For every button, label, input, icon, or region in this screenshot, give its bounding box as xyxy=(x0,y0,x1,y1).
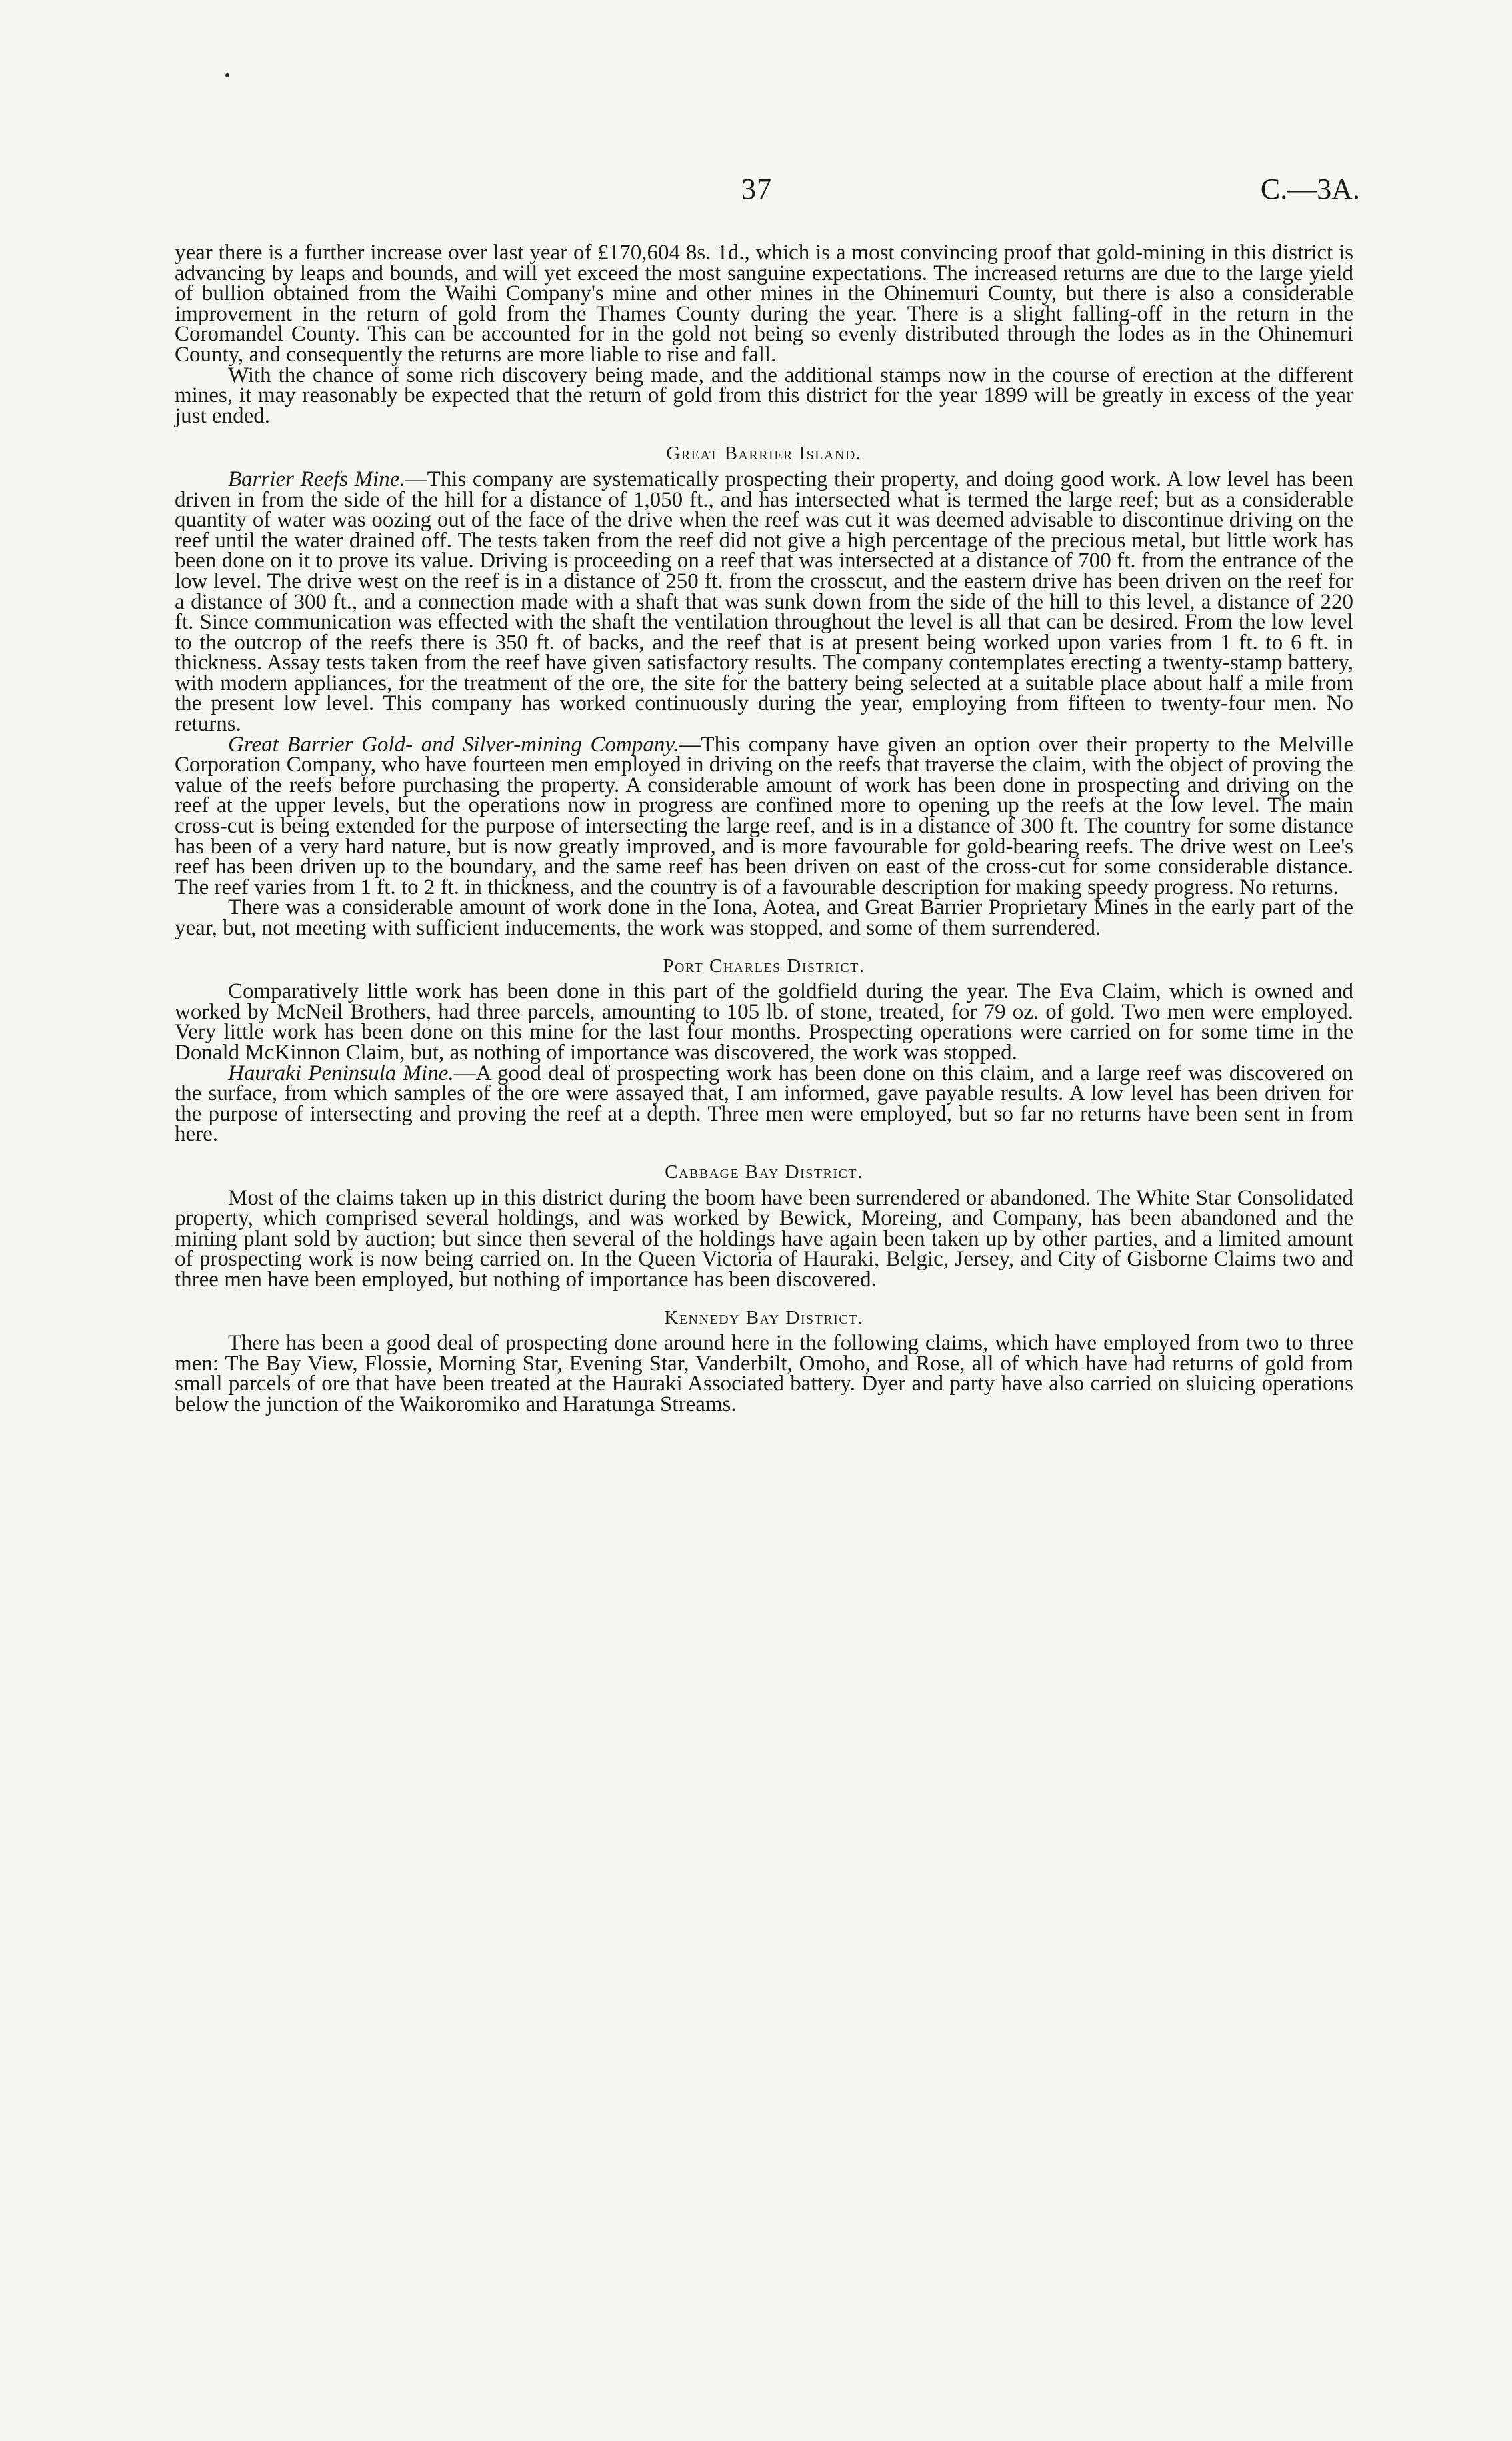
great-barrier-company-text: —This company have given an option over their property to the Melville Corporation Company, who have fourteen men employed in driving on the reefs that traverse the claim, with the object of proving the value of the reefs before purchasing the property. A considerable amount of work has been done in prospecting and driving on the reef at the upper levels, but the operations now in progress are confined more to opening up the reefs at the low level. The main cross-cut is being extended for the purpose of intersecting the large reef, and is in a distance of 300 ft. The country for some distance has been of a very hard nature, but is now greatly improved, and is more favourable for gold-bearing reefs. The drive west on Lee's reef has been driven up to the boundary, and the same reef has been driven on east of the cross-cut for some considerable distance. The reef varies from 1 ft. to 2 ft. in thickness, and the country is of a favourable description for making speedy progress. No returns. xyxy=(175,732,1353,899)
hauraki-peninsula-paragraph xyxy=(175,1063,1353,1145)
great-barrier-company-paragraph xyxy=(175,732,1353,899)
report-body xyxy=(175,243,1353,1414)
heading-cabbage-bay-district: Cabbage Bay District. xyxy=(665,1161,863,1183)
barrier-reefs-mine-paragraph xyxy=(175,469,1353,735)
page-number: 37 xyxy=(741,173,772,205)
cabbage-bay-paragraph: Most of the claims taken up in this district during the boom have been surrendered or abandoned. The White Star Consolidated property, which comprised several holdings, and was worked by Bewick, Moreing, and Company, has been abandoned and the mining plant sold by auction; but since then several of the holdings have again been taken up by other parties, and a limited amount of prospecting work is now being carried on. In the Queen Victoria of Hauraki, Belgic, Jersey, and City of Gisborne Claims two and three men have been employed, but nothing of importance has been discovered. xyxy=(175,1185,1353,1292)
heading-great-barrier-island: Great Barrier Island. xyxy=(666,443,862,465)
hauraki-peninsula-text: —A good deal of prospecting work has been done on this claim, and a large reef was discovered on the surface, from which samples of the ore were assayed that, I am informed, gave payable results. A low level has been driven for the purpose of intersecting and proving the reef at a depth. Three men were employed, but so far no returns have been sent in from here. xyxy=(175,1061,1354,1147)
heading-port-charles-district: Port Charles District. xyxy=(663,955,865,977)
barrier-reefs-mine-title: Barrier Reefs Mine. xyxy=(228,467,405,491)
barrier-reefs-mine-text: —This company are systematically prospecting their property, and doing good work. A low level has been driven in from the side of the hill for a distance of 1,050 ft., and has intersected what is termed the large reef; but as a considerable quantity of water was oozing out of the face of the drive when the reef was cut it was deemed advisable to discontinue driving on the reef until the water drained off. The tests taken from the reef did not give a high percentage of the precious metal, but little work has been done on it to prove its value. Driving is proceeding on a reef that was intersected at a distance of 700 ft. from the entrance of the low level. The drive west on the reef is in a distance of 250 ft. from the crosscut, and the eastern drive has been driven on the reef for a distance of 300 ft., and a connection made with a shaft that was sunk down from the side of the hill to this level, a distance of 220 ft. Since communication was effected with the shaft the ventilation throughout the level is all that can be desired. From the low level to the outcrop of the reefs there is 350 ft. of backs, and the reef that is at present being worked upon varies from 1 ft. to 6 ft. in thickness. Assay tests taken from the reef have given satisfactory results. The company contemplates erecting a twenty-stamp battery, with modern appliances, for the treatment of the ore, the site for the battery being selected at a suitable place about half a mile from the present low level. This company has worked continuously during the year, employing from fifteen to twenty-four men. No returns. xyxy=(175,467,1353,737)
hauraki-peninsula-title: Hauraki Peninsula Mine. xyxy=(228,1061,454,1085)
port-charles-paragraph-1: Comparatively little work has been done in this part of the goldfield during the year. The Eva Claim, which is owned and worked by McNeil Brothers, had three parcels, amounting to 105 lb. of stone, treated, for 79 oz. of gold. Two men were employed. Very little work has been done on this mine for the last four months. Prospecting operations were carried on for some time in the Donald McKinnon Claim, but, as nothing of importance was discovered, the work was stopped. xyxy=(175,979,1353,1065)
intro-paragraph-2: With the chance of some rich discovery being made, and the additional stamps now in the course of erection at the different mines, it may reasonably be expected that the return of gold from this district for the year 1899 will be greatly in excess of the year just ended. xyxy=(175,363,1353,428)
report-reference: C.—3A. xyxy=(1260,173,1360,205)
great-barrier-paragraph-3: There was a considerable amount of work done in the Iona, Aotea, and Great Barrier Proprietary Mines in the early part of the year, but, not meeting with sufficient inducements, the work was stopped, and some of them surrendered. xyxy=(175,895,1353,940)
kennedy-bay-paragraph: There has been a good deal of prospecting done around here in the following claims, which have employed from two to three men: The Bay View, Flossie, Morning Star, Evening Star, Vanderbilt, Omoho, and Rose, all of which have had returns of gold from small parcels of ore that have been treated at the Hauraki Associated battery. Dyer and party have also carried on sluicing operations below the junction of the Waikoromiko and Haratunga Streams. xyxy=(175,1331,1353,1416)
intro-paragraph-1: year there is a further increase over last year of £170,604 8s. 1d., which is a most convincing proof that gold-mining in this district is advancing by leaps and bounds, and will yet exceed the most sanguine expectations. The increased returns are due to the large yield of bullion obtained from the Waihi Company's mine and other mines in the Ohinemuri County, but there is also a considerable improvement in the return of gold from the Thames County during the year. There is a slight falling-off in the return in the Coromandel County. This can be accounted for in the gold not being so evenly distributed through the lodes as in the Ohinemuri County, and consequently the returns are more liable to rise and fall. xyxy=(175,241,1353,367)
paper-speck xyxy=(225,73,229,77)
heading-kennedy-bay-district: Kennedy Bay District. xyxy=(664,1306,864,1328)
great-barrier-company-title: Great Barrier Gold- and Silver-mining Company. xyxy=(228,732,679,757)
